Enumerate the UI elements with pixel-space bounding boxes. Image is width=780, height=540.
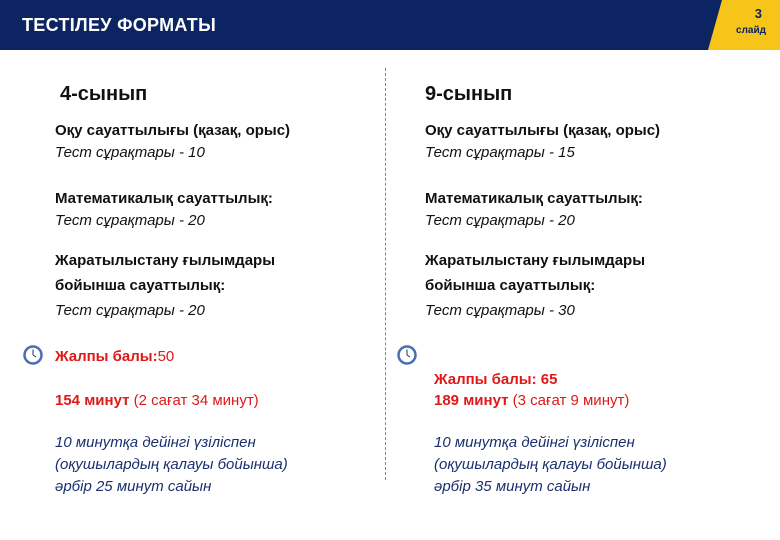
header-bar [0,0,780,50]
right-science-title-2: бойынша сауаттылық: [425,277,596,294]
right-break-1: 10 минутқа дейінгі үзіліспен [434,434,635,451]
right-math-title: Математикалық сауаттылық: [425,190,643,207]
left-math-detail: Тест сұрақтары - 20 [55,212,205,229]
left-total-value: 50 [157,348,175,365]
left-time [55,390,259,412]
left-reading-detail: Тест сұрақтары - 10 [55,144,205,161]
left-break-3: әрбір 25 минут сайын [55,478,212,495]
left-break-2: (оқушылардың қалауы бойынша) [55,456,288,473]
right-time [434,390,629,412]
left-time-bold: 154 минут [55,392,130,409]
right-reading-detail: Тест сұрақтары - 15 [425,144,575,161]
right-total: Жалпы балы: 65 [434,371,558,388]
left-science-title-2: бойынша сауаттылық: [55,277,226,294]
left-total-label: Жалпы балы: [55,348,158,365]
right-time-rest: (3 сағат 9 минут) [508,392,630,409]
right-science-title-1: Жаратылыстану ғылымдары [425,252,646,269]
right-time-bold: 189 минут [434,392,509,409]
left-science-title-1: Жаратылыстану ғылымдары [55,252,276,269]
column-divider [385,68,386,480]
left-math-title: Математикалық сауаттылық: [55,190,273,207]
left-science-detail: Тест сұрақтары - 20 [55,302,205,319]
grade-4-heading: 4-сынып [60,83,148,105]
grade-9-heading: 9-сынып [425,83,513,105]
left-total [55,346,174,368]
slide-number: 3 [754,6,762,21]
slide-word: слайд [736,25,766,36]
slide-badge [708,0,780,50]
right-break-3: әрбір 35 минут сайын [434,478,591,495]
right-break-2: (оқушылардың қалауы бойынша) [434,456,667,473]
clock-icon [397,345,417,365]
page-title: ТЕСТІЛЕУ ФОРМАТЫ [22,15,217,35]
right-science-detail: Тест сұрақтары - 30 [425,302,575,319]
left-reading-title: Оқу сауаттылығы (қазақ, орыс) [55,122,291,139]
left-time-rest: (2 сағат 34 минут) [129,392,259,409]
clock-icon [23,345,43,365]
left-break-1: 10 минутқа дейінгі үзіліспен [55,434,256,451]
right-reading-title: Оқу сауаттылығы (қазақ, орыс) [425,122,661,139]
right-math-detail: Тест сұрақтары - 20 [425,212,575,229]
